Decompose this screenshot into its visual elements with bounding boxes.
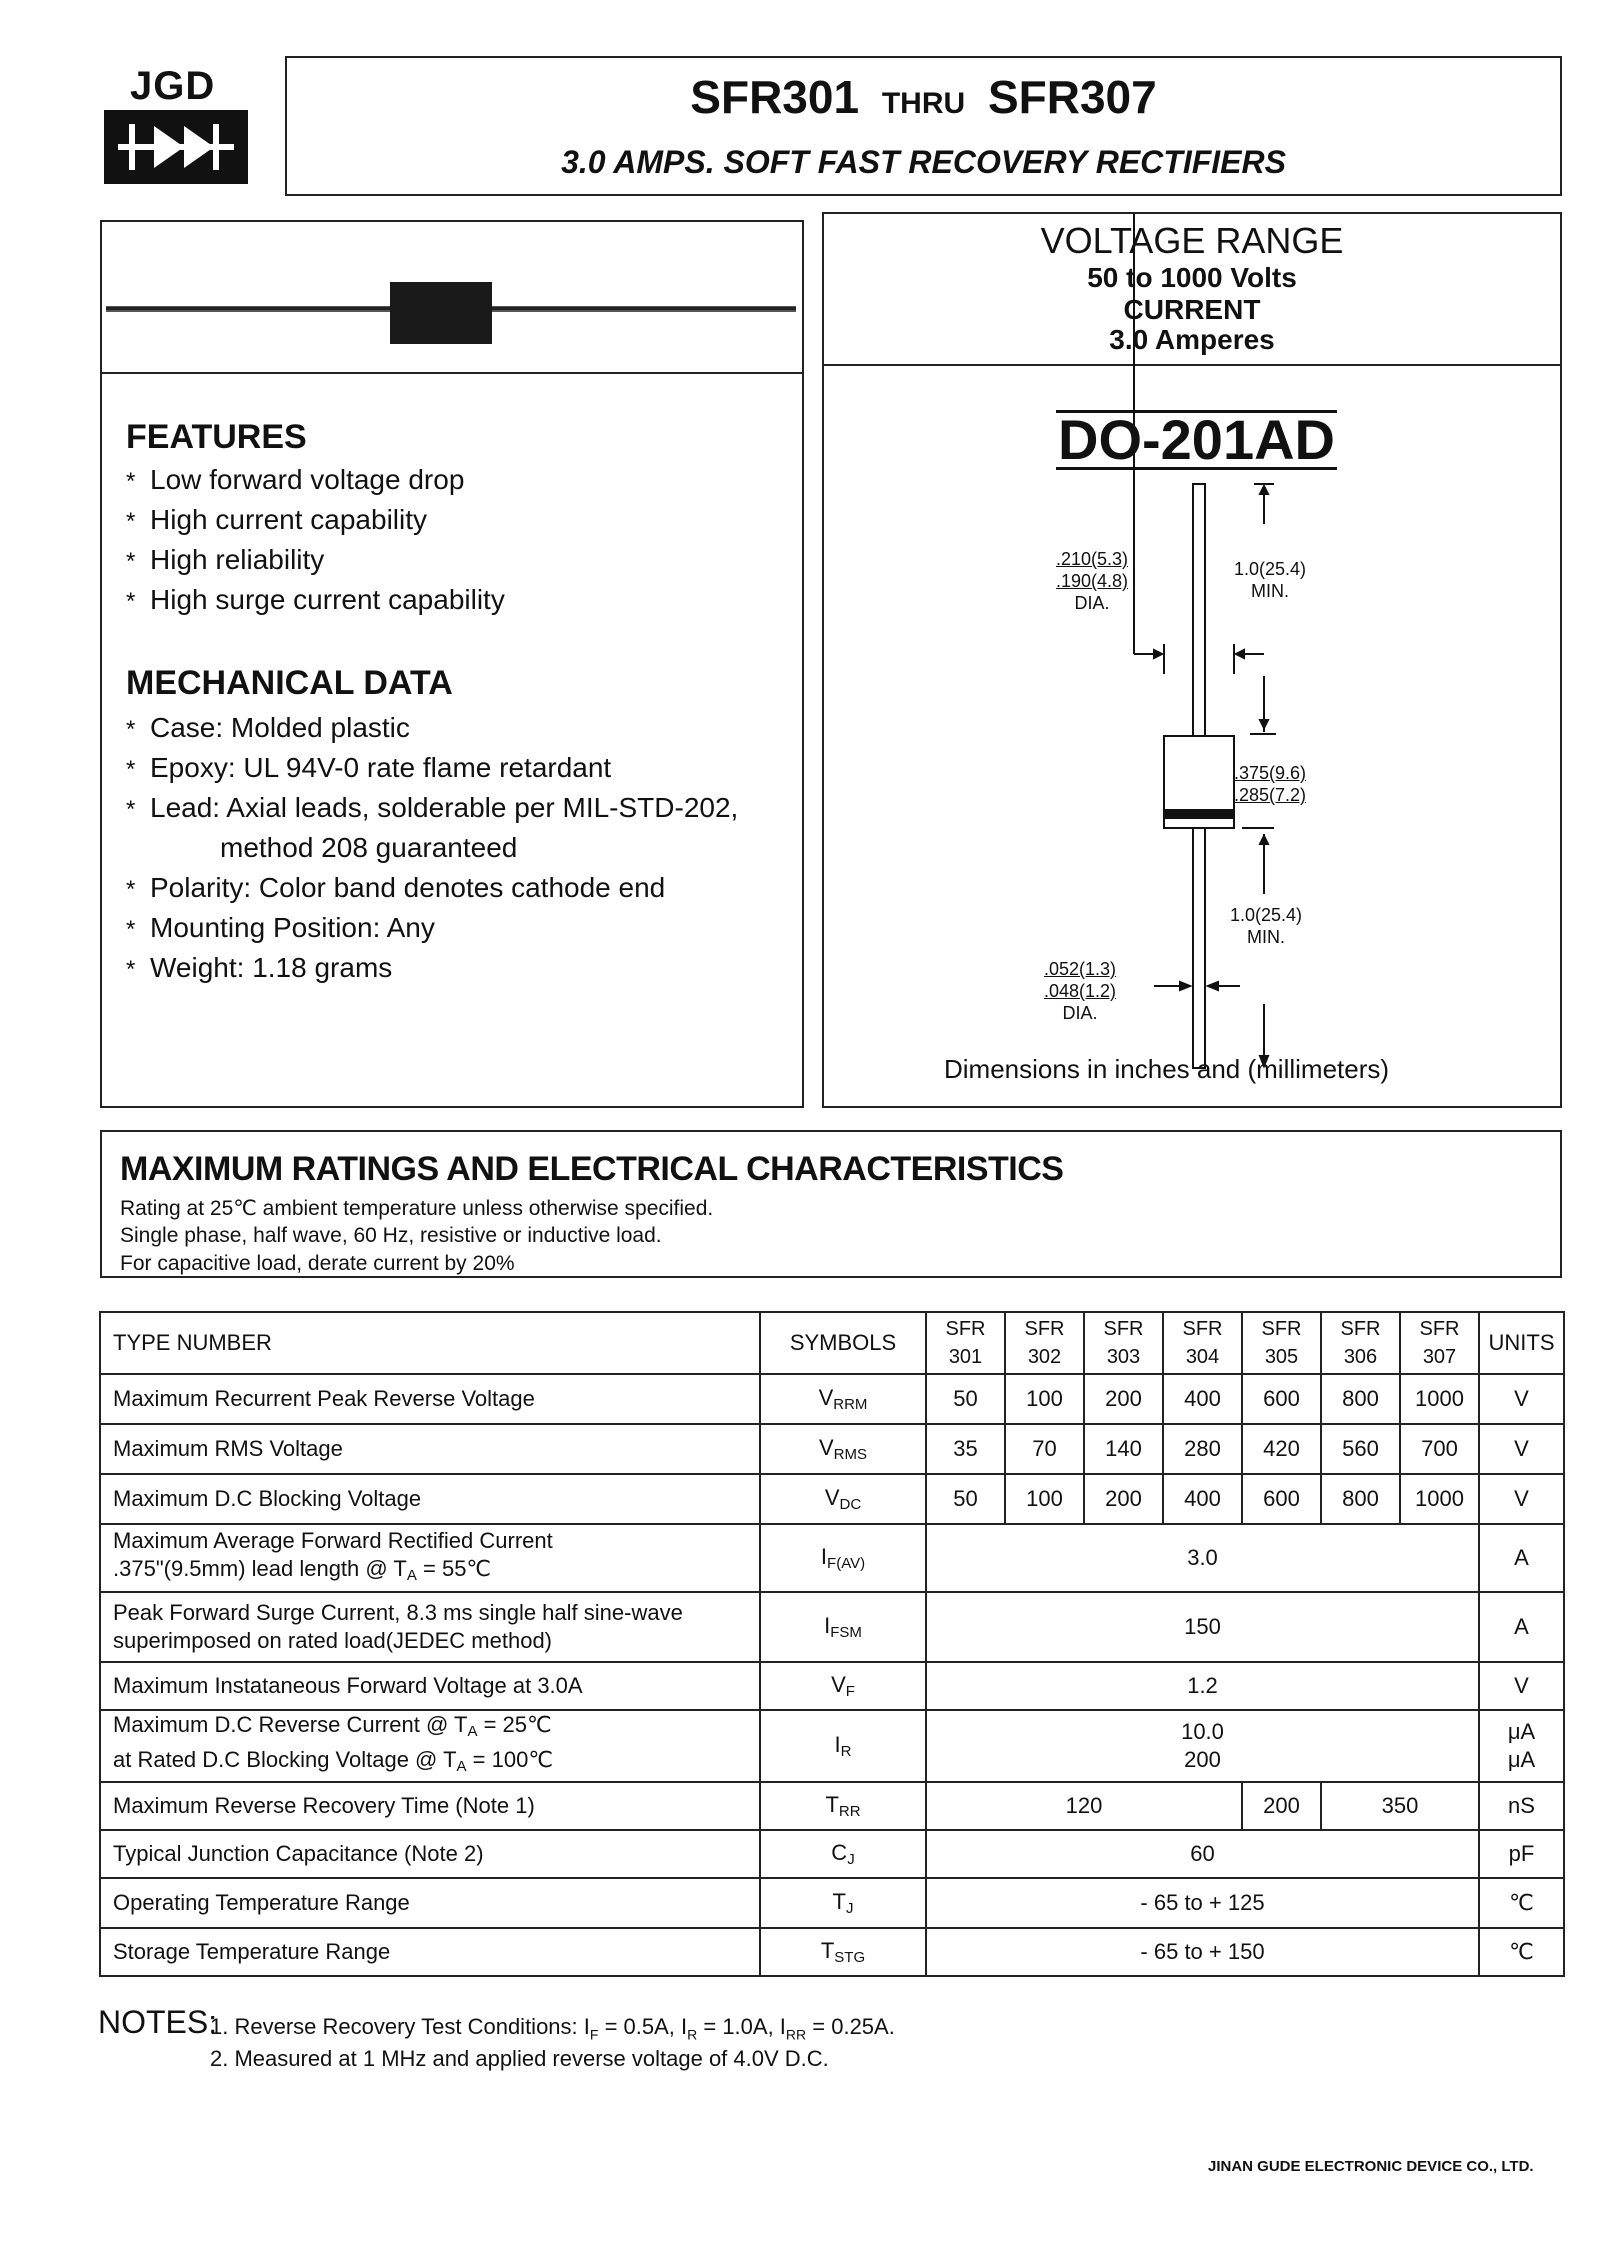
value-cell: 420 bbox=[1242, 1424, 1321, 1474]
symbol-cell: $T_J$ bbox=[760, 1878, 926, 1928]
feature-item: * High surge current capability bbox=[126, 584, 505, 615]
symbol-cell: $I_{F(AV)}$ bbox=[760, 1524, 926, 1592]
value-cell: 1.2 bbox=[926, 1662, 1479, 1710]
title-part-end: SFR307 bbox=[987, 71, 1157, 123]
table-header-row bbox=[100, 1312, 1564, 1374]
title-box bbox=[285, 56, 1562, 196]
symbol-cell: $V_{RRM}$ bbox=[760, 1374, 926, 1424]
value-cell: 200 bbox=[1084, 1474, 1163, 1524]
page-title bbox=[287, 70, 1560, 124]
feature-item: * High reliability bbox=[126, 544, 325, 575]
value-cell: 200 bbox=[1242, 1782, 1321, 1830]
value-cell: 3.0 bbox=[926, 1524, 1479, 1592]
package-panel bbox=[822, 212, 1562, 1108]
features-panel bbox=[100, 220, 804, 1108]
ratings-line: For capacitive load, derate current by 20% bbox=[120, 1252, 515, 1275]
unit-cell: V bbox=[1479, 1662, 1564, 1710]
logo-text: JGD bbox=[130, 64, 216, 108]
unit-cell: μA μA bbox=[1479, 1710, 1564, 1782]
param-cell: Maximum D.C Reverse Current @ $T_A$ = 25℃ at Rated D.C Blocking Voltage @ $T_A$ = 100℃ bbox=[100, 1710, 760, 1782]
title-part-start: SFR301 bbox=[690, 71, 860, 123]
current-value: 3.0 Amperes bbox=[1109, 324, 1275, 355]
param-cell: Typical Junction Capacitance (Note 2) bbox=[100, 1830, 760, 1878]
param-cell: Maximum Recurrent Peak Reverse Voltage bbox=[100, 1374, 760, 1424]
value-cell: 10.0 200 bbox=[926, 1710, 1479, 1782]
value-cell: 140 bbox=[1084, 1424, 1163, 1474]
notes-label: NOTES: bbox=[98, 2004, 218, 2040]
voltage-range-title: VOLTAGE RANGE bbox=[1040, 220, 1344, 261]
table-row-vf bbox=[100, 1662, 1564, 1710]
note-2: 2. Measured at 1 MHz and applied reverse voltage of 4.0V D.C. bbox=[210, 2046, 829, 2071]
value-cell: 700 bbox=[1400, 1424, 1479, 1474]
features-list bbox=[126, 460, 505, 620]
top-lead-length-dim: 1.0(25.4) MIN. bbox=[1234, 559, 1307, 601]
value-cell: 120 bbox=[926, 1782, 1242, 1830]
symbol-cell: $V_{DC}$ bbox=[760, 1474, 926, 1524]
value-cell: 400 bbox=[1163, 1374, 1242, 1424]
mechanical-lead-cont: method 208 guaranteed bbox=[220, 832, 518, 863]
bottom-lead-length-dim: 1.0(25.4) MIN. bbox=[1230, 905, 1303, 947]
footer-company: JINAN GUDE ELECTRONIC DEVICE CO., LTD. bbox=[1208, 2158, 1534, 2175]
value-cell: - 65 to + 125 bbox=[926, 1878, 1479, 1928]
value-cell: 350 bbox=[1321, 1782, 1479, 1830]
model-header-304: SFR 304 bbox=[1163, 1312, 1242, 1374]
table-row-tstg bbox=[100, 1928, 1564, 1976]
value-cell: 35 bbox=[926, 1424, 1005, 1474]
unit-cell: ℃ bbox=[1479, 1878, 1564, 1928]
value-cell: 50 bbox=[926, 1374, 1005, 1424]
symbols-header: SYMBOLS bbox=[760, 1312, 926, 1374]
mechanical-lead: * Lead: Axial leads, solderable per MIL-STD-202, bbox=[126, 792, 739, 823]
param-cell: Maximum RMS Voltage bbox=[100, 1424, 760, 1474]
unit-cell: nS bbox=[1479, 1782, 1564, 1830]
voltage-range-value: 50 to 1000 Volts bbox=[1087, 262, 1297, 293]
symbol-cell: $C_J$ bbox=[760, 1830, 926, 1878]
diode-photo-area bbox=[102, 222, 802, 374]
current-label: CURRENT bbox=[1123, 294, 1261, 325]
page-subtitle: 3.0 AMPS. SOFT FAST RECOVERY RECTIFIERS bbox=[561, 144, 1286, 180]
ratings-line: Single phase, half wave, 60 Hz, resistive or inductive load. bbox=[120, 1224, 662, 1247]
table-row-trr bbox=[100, 1782, 1564, 1830]
value-cell: 800 bbox=[1321, 1474, 1400, 1524]
diode-logo-icon bbox=[104, 110, 248, 184]
table-row-cj bbox=[100, 1830, 1564, 1878]
package-drawing-icon bbox=[824, 214, 1560, 1106]
table-row-ifav bbox=[100, 1524, 1564, 1592]
ratings-box bbox=[100, 1130, 1562, 1278]
body-diameter-dim: .210(5.3) .190(4.8) DIA. bbox=[1056, 549, 1129, 613]
unit-cell: V bbox=[1479, 1474, 1564, 1524]
type-number-header: TYPE NUMBER bbox=[100, 1312, 760, 1374]
param-cell: Storage Temperature Range bbox=[100, 1928, 760, 1976]
mechanical-title: MECHANICAL DATA bbox=[126, 664, 453, 702]
characteristics-table bbox=[99, 1311, 1565, 1977]
table-row-tj bbox=[100, 1878, 1564, 1928]
unit-cell: V bbox=[1479, 1374, 1564, 1424]
feature-item: * Low forward voltage drop bbox=[126, 464, 465, 495]
value-cell: 400 bbox=[1163, 1474, 1242, 1524]
feature-item: * High current capability bbox=[126, 504, 428, 535]
param-cell: Peak Forward Surge Current, 8.3 ms single half sine-wave superimposed on rated load(JEDEC method) bbox=[100, 1592, 760, 1662]
value-cell: 1000 bbox=[1400, 1374, 1479, 1424]
mechanical-list bbox=[126, 708, 738, 988]
value-cell: 60 bbox=[926, 1830, 1479, 1878]
value-cell: 150 bbox=[926, 1592, 1479, 1662]
unit-cell: V bbox=[1479, 1424, 1564, 1474]
diode-image-icon bbox=[102, 222, 802, 372]
mechanical-polarity: * Polarity: Color band denotes cathode end bbox=[126, 872, 666, 903]
param-cell: Maximum Reverse Recovery Time (Note 1) bbox=[100, 1782, 760, 1830]
value-cell: 100 bbox=[1005, 1474, 1084, 1524]
model-header-305: SFR 305 bbox=[1242, 1312, 1321, 1374]
note-1: 1. Reverse Recovery Test Conditions: $I_F = 0.5A$, $I_R = 1.0A$, $I_{RR} = 0.25A$. bbox=[210, 2014, 895, 2043]
symbol-cell: $V_{RMS}$ bbox=[760, 1424, 926, 1474]
table-row-ifsm bbox=[100, 1592, 1564, 1662]
body-length-dim: .375(9.6) .285(7.2) bbox=[1234, 763, 1307, 805]
ratings-line: Rating at 25℃ ambient temperature unless otherwise specified. bbox=[120, 1197, 714, 1220]
symbol-cell: $I_R$ bbox=[760, 1710, 926, 1782]
model-header-303: SFR 303 bbox=[1084, 1312, 1163, 1374]
param-cell: Maximum Instataneous Forward Voltage at 3.0A bbox=[100, 1662, 760, 1710]
units-header: UNITS bbox=[1479, 1312, 1564, 1374]
unit-cell: A bbox=[1479, 1524, 1564, 1592]
value-cell: 600 bbox=[1242, 1474, 1321, 1524]
value-cell: 100 bbox=[1005, 1374, 1084, 1424]
package-name: DO-201AD bbox=[1058, 408, 1335, 471]
unit-cell: A bbox=[1479, 1592, 1564, 1662]
value-cell: 600 bbox=[1242, 1374, 1321, 1424]
param-cell: Maximum Average Forward Rectified Current .375"(9.5mm) lead length @ $T_A$ = 55℃ bbox=[100, 1524, 760, 1592]
symbol-cell: $V_F$ bbox=[760, 1662, 926, 1710]
model-header-302: SFR 302 bbox=[1005, 1312, 1084, 1374]
mechanical-case: * Case: Molded plastic bbox=[126, 712, 410, 743]
model-header-301: SFR 301 bbox=[926, 1312, 1005, 1374]
value-cell: 200 bbox=[1084, 1374, 1163, 1424]
company-logo bbox=[104, 64, 248, 184]
title-thru: THRU bbox=[881, 87, 966, 120]
value-cell: 1000 bbox=[1400, 1474, 1479, 1524]
logo-diode-mark bbox=[104, 110, 248, 184]
ratings-title: MAXIMUM RATINGS AND ELECTRICAL CHARACTERISTICS bbox=[120, 1150, 1064, 1188]
unit-cell: ℃ bbox=[1479, 1928, 1564, 1976]
lead-diameter-dim: .052(1.3) .048(1.2) DIA. bbox=[1044, 959, 1117, 1023]
value-cell: 70 bbox=[1005, 1424, 1084, 1474]
symbol-cell: $I_{FSM}$ bbox=[760, 1592, 926, 1662]
table-row-ir bbox=[100, 1710, 1564, 1782]
param-cell: Operating Temperature Range bbox=[100, 1878, 760, 1928]
table-row-vrms bbox=[100, 1424, 1564, 1474]
dimensions-caption: Dimensions in inches and (millimeters) bbox=[944, 1054, 1390, 1084]
value-cell: 800 bbox=[1321, 1374, 1400, 1424]
value-cell: 50 bbox=[926, 1474, 1005, 1524]
mechanical-mounting: * Mounting Position: Any bbox=[126, 912, 435, 943]
value-cell: 560 bbox=[1321, 1424, 1400, 1474]
value-cell: - 65 to + 150 bbox=[926, 1928, 1479, 1976]
model-header-306: SFR 306 bbox=[1321, 1312, 1400, 1374]
unit-cell: pF bbox=[1479, 1830, 1564, 1878]
symbol-cell: $T_{RR}$ bbox=[760, 1782, 926, 1830]
features-title: FEATURES bbox=[126, 418, 307, 456]
param-cell: Maximum D.C Blocking Voltage bbox=[100, 1474, 760, 1524]
symbol-cell: $T_{STG}$ bbox=[760, 1928, 926, 1976]
table-row-vrrm bbox=[100, 1374, 1564, 1424]
value-cell: 280 bbox=[1163, 1424, 1242, 1474]
mechanical-epoxy: * Epoxy: UL 94V-0 rate flame retardant bbox=[126, 752, 612, 783]
mechanical-weight: * Weight: 1.18 grams bbox=[126, 952, 393, 983]
model-header-307: SFR 307 bbox=[1400, 1312, 1479, 1374]
table-row-vdc bbox=[100, 1474, 1564, 1524]
